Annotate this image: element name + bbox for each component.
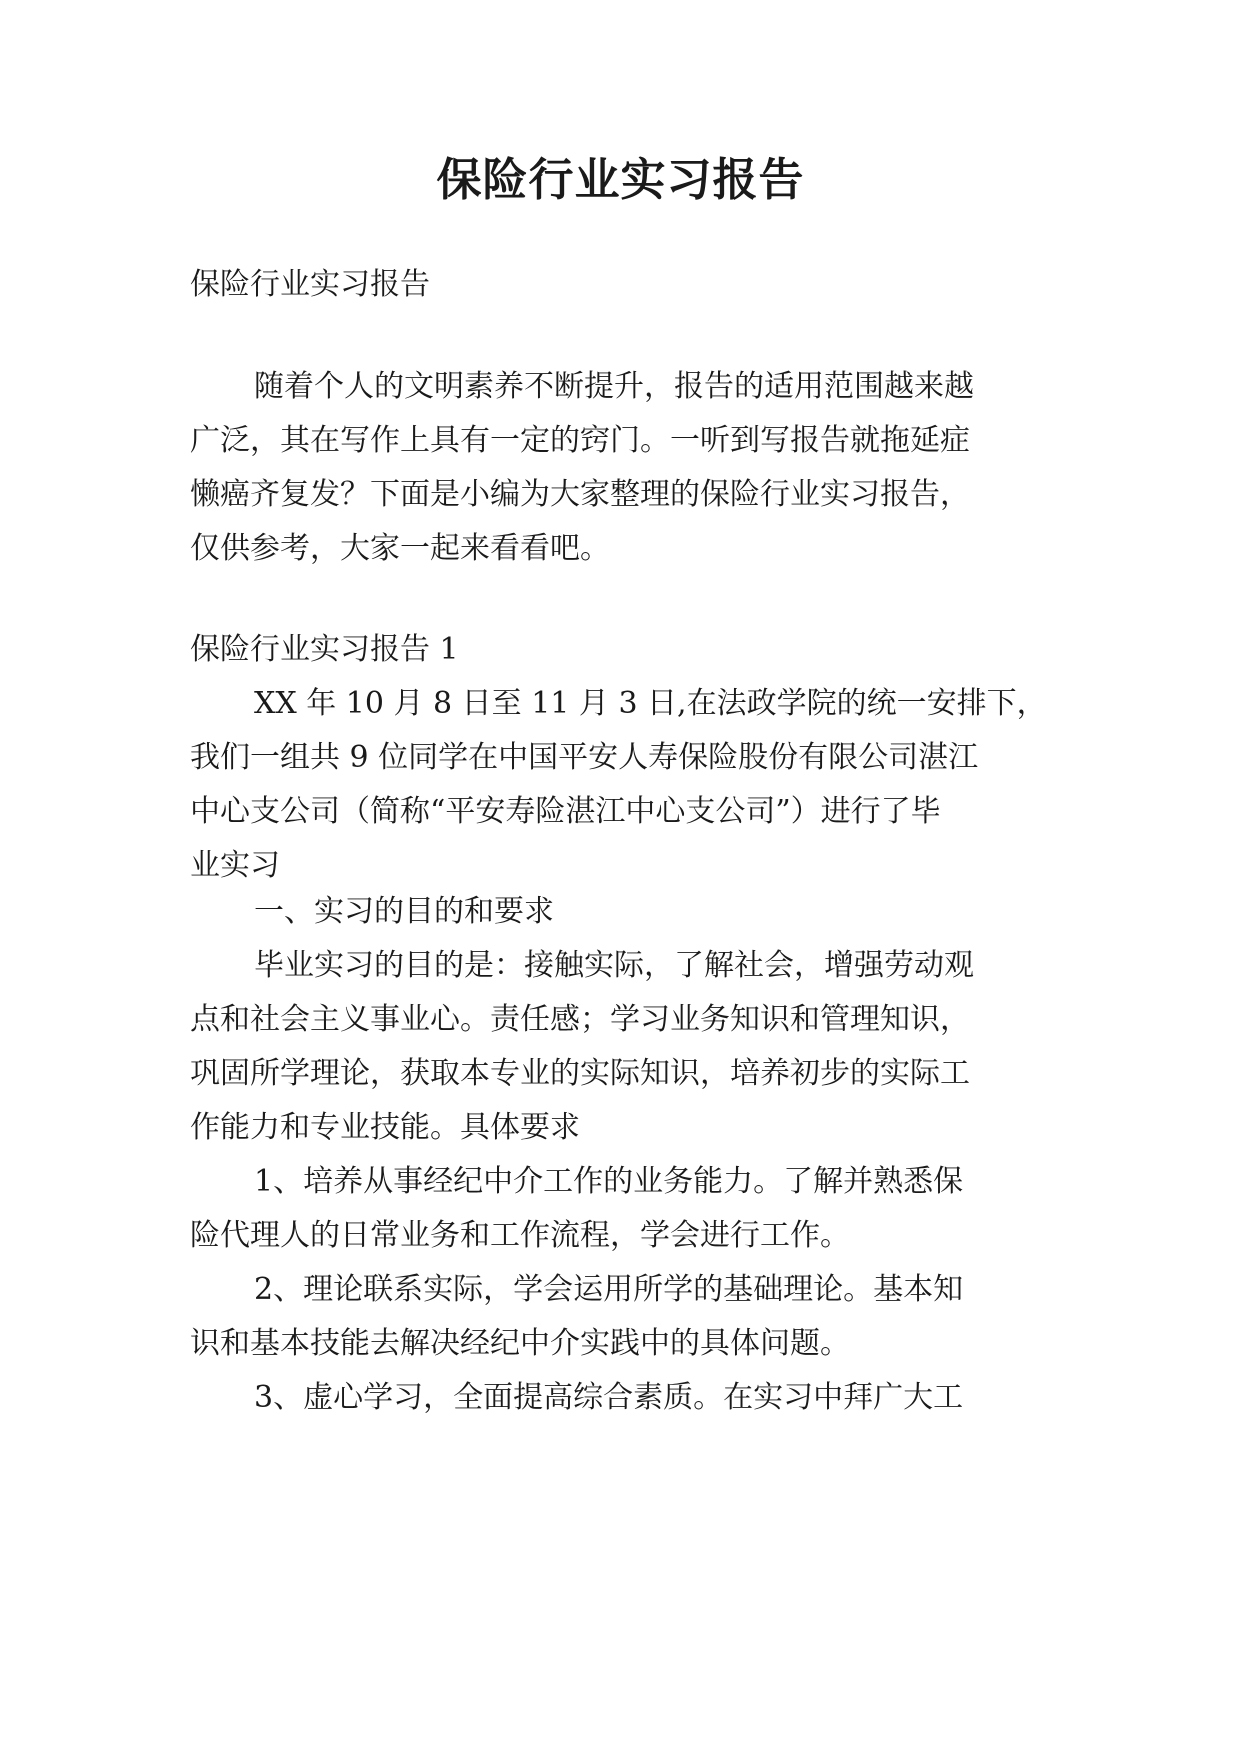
document-title: 保险行业实习报告 xyxy=(436,153,805,206)
list-item-line: 险代理人的日常业务和工作流程，学会进行工作。 xyxy=(190,1218,850,1253)
purpose-line: 点和社会主义事业心。责任感；学习业务知识和管理知识， xyxy=(190,1002,970,1037)
list-item-line: 识和基本技能去解决经纪中介实践中的具体问题。 xyxy=(190,1326,850,1361)
list-item-line: 1、培养从事经纪中介工作的业务能力。了解并熟悉保 xyxy=(254,1164,964,1199)
intro-line: 仅供参考，大家一起来看看吧。 xyxy=(190,531,610,566)
purpose-line: 巩固所学理论，获取本专业的实际知识，培养初步的实际工 xyxy=(190,1056,970,1091)
section-line: XX 年 10 月 8 日至 11 月 3 日,在法政学院的统一安排下， xyxy=(254,686,1047,721)
purpose-line: 毕业实习的目的是：接触实际，了解社会，增强劳动观 xyxy=(254,948,974,983)
section-heading: 保险行业实习报告 1 xyxy=(190,632,459,667)
list-item-line: 3、虚心学习，全面提高综合素质。在实习中拜广大工 xyxy=(254,1380,964,1415)
list-item-line: 2、理论联系实际，学会运用所学的基础理论。基本知 xyxy=(254,1272,964,1307)
intro-line: 懒癌齐复发？下面是小编为大家整理的保险行业实习报告， xyxy=(190,477,970,512)
intro-line: 广泛，其在写作上具有一定的窍门。一听到写报告就拖延症 xyxy=(190,423,970,458)
section-line: 我们一组共 9 位同学在中国平安人寿保险股份有限公司湛江 xyxy=(190,740,979,775)
purpose-line: 作能力和专业技能。具体要求 xyxy=(190,1110,580,1145)
intro-line: 随着个人的文明素养不断提升，报告的适用范围越来越 xyxy=(254,369,974,404)
subheading: 一、实习的目的和要求 xyxy=(254,894,554,929)
section-line: 业实习 xyxy=(190,848,280,883)
section-line: 中心支公司（简称“平安寿险湛江中心支公司”）进行了毕 xyxy=(190,794,941,829)
document-subtitle: 保险行业实习报告 xyxy=(190,267,430,302)
